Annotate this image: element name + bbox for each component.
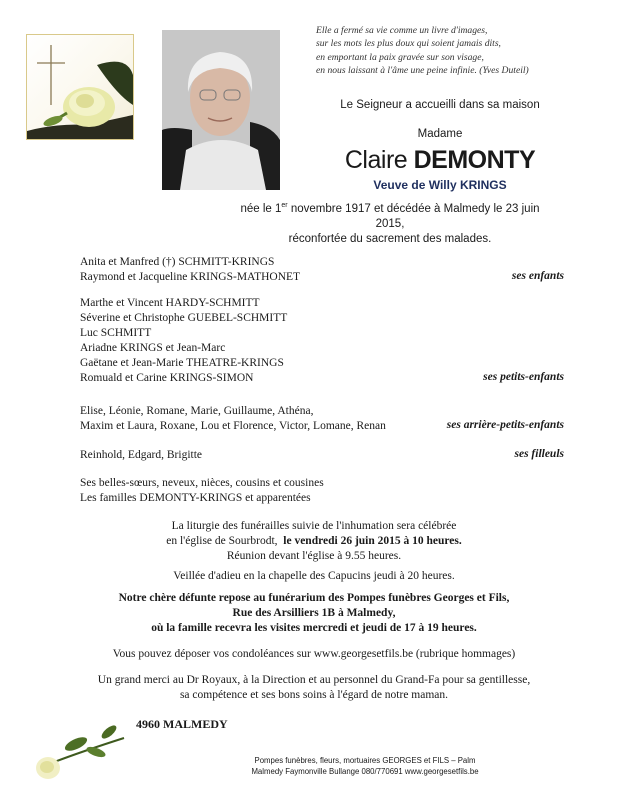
intro-text: Le Seigneur a accueilli dans sa maison (340, 99, 540, 111)
thanks-text (60, 673, 568, 703)
birth-sup: er (281, 202, 288, 209)
liturgy-info (60, 519, 568, 564)
liturgy-meeting: Réunion devant l'église à 9.55 heures. (226, 550, 402, 562)
honorific: Madame (417, 128, 463, 140)
condolences-info: Vous pouvez déposer vos condoléances sur www.georgesetfils.be (rubrique hommages) (112, 648, 516, 660)
footer-line: Pompes funèbres, fleurs, mortuaires GEORGES et FILS – Palm (254, 756, 476, 765)
funeral-home-line: Rue des Arsilliers 1B à Malmedy, (232, 607, 396, 619)
family-line: Ses belles-sœurs, neveux, nièces, cousins et cousines (80, 477, 324, 489)
liturgy-line: La liturgie des funérailles suivie de l'inhumation sera célébrée (171, 520, 457, 532)
portrait-photo (162, 30, 280, 190)
role-godchildren: ses filleuls (514, 448, 564, 460)
cross-icon (27, 35, 133, 139)
widow-of: Veuve de Willy KRINGS (373, 178, 507, 192)
last-name: DEMONTY (413, 146, 536, 174)
extended-family (80, 476, 324, 506)
cross-rose-image (26, 34, 134, 140)
liturgy-church: en l'église de Sourbrodt, (166, 535, 278, 547)
family-member: Elise, Léonie, Romane, Marie, Guillaume, Athéna, (80, 405, 314, 417)
family-member: Séverine et Christophe GUEBEL-SCHMITT (80, 312, 288, 324)
children-list (80, 255, 300, 285)
funeral-home-line: Notre chère défunte repose au funérarium des Pompes funèbres Georges et Fils, (118, 592, 510, 604)
birth-rest: novembre 1917 et décédée à Malmedy le 23 juin 2015, (287, 202, 540, 230)
poem (316, 24, 576, 78)
birth-death-info (240, 198, 540, 247)
poem-line: Elle a fermé sa vie comme un livre d'images, (316, 25, 488, 36)
family-member: Romuald et Carine KRINGS-SIMON (80, 372, 254, 384)
role-children: ses enfants (511, 270, 564, 282)
footer-line: Malmedy Faymonville Bullange 080/770691 www.georgesetfils.be (251, 767, 479, 776)
family-line: Les familles DEMONTY-KRINGS et apparentées (80, 492, 311, 504)
first-name: Claire (344, 146, 408, 174)
family-member: Anita et Manfred (†) SCHMITT-KRINGS (80, 256, 275, 268)
poem-line: en nous laissant à l'âme une peine infinie. (Yves Duteil) (316, 65, 529, 77)
thanks-line: Un grand merci au Dr Royaux, à la Direction et au personnel du Grand-Fa pour sa gentillesse, (97, 674, 531, 686)
family-member: Luc SCHMITT (80, 327, 152, 339)
family-member: Ariadne KRINGS et Jean-Marc (80, 342, 226, 354)
birth-prefix: née le 1 (240, 202, 282, 215)
footer (200, 755, 530, 777)
poem-line: en emportant la paix gravée sur son visage, (316, 51, 484, 63)
town-address: 4960 MALMEDY (136, 717, 228, 731)
family-member: Gaëtane et Jean-Marie THEATRE-KRINGS (80, 357, 284, 369)
role-great-grandchildren: ses arrière-petits-enfants (446, 419, 564, 431)
family-member: Maxim et Laura, Roxane, Lou et Florence, Victor, Lomane, Renan (80, 420, 386, 432)
funeral-home-line: où la famille recevra les visites mercredi et jeudi de 17 à 19 heures. (151, 622, 477, 634)
vigil-info: Veillée d'adieu en la chapelle des Capucins jeudi à 20 heures. (173, 570, 455, 582)
family-member: Marthe et Vincent HARDY-SCHMITT (80, 297, 260, 309)
sacrament-line: réconfortée du sacrement des malades. (288, 232, 492, 245)
poem-line: sur les mots les plus doux qui soient jamais dits, (316, 38, 501, 50)
rose-image (34, 714, 134, 784)
role-grandchildren: ses petits-enfants (483, 371, 564, 383)
godchildren-list (80, 448, 202, 463)
funeral-home-info (60, 591, 568, 636)
thanks-line: sa compétence et ses bons soins à l'égard de notre maman. (179, 689, 449, 701)
liturgy-date: le vendredi 26 juin 2015 à 10 heures. (283, 535, 462, 547)
family-member: Reinhold, Edgard, Brigitte (80, 449, 203, 461)
grandchildren-list (80, 296, 287, 386)
deceased-name (290, 146, 590, 175)
family-member: Raymond et Jacqueline KRINGS-MATHONET (80, 271, 301, 283)
great-grandchildren-list (80, 404, 386, 434)
